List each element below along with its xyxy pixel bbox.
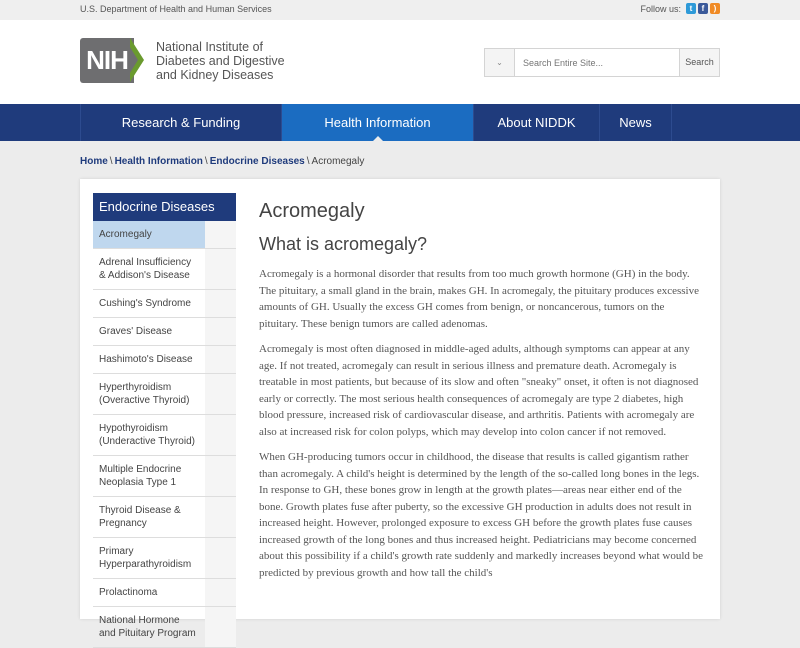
follow-us [640,3,720,14]
paragraph: When GH-producing tumors occur in childhood, the disease that results is called gigantism rather than acromegaly. A child's height is determined by the length of the so-called long bones in the legs. In response to GH, these bones grow in length at the growth plates—areas near either end of the bone. Growth plates fuse after puberty, so the excessive GH production in adults does not result in increased height. However, prolonged exposure to excess GH before the growth plates fuse causes increased growth of the long bones and thus increased height. Pediatricians may become concerned about this possibility if a child's growth rate suddenly and markedly increases beyond what would be predicted by previous growth and how tall the child's [259,451,704,579]
breadcrumb-endocrine-diseases[interactable]: Endocrine Diseases [209,156,305,167]
page-title: Acromegaly [259,200,365,222]
nav-research-funding[interactable]: Research & Funding [81,104,282,141]
sidebar-item-hyperthyroidism[interactable]: Hyperthyroidism (Overactive Thyroid) [93,374,236,415]
article [259,197,704,581]
twitter-icon[interactable]: t [686,3,696,14]
utility-bar [0,0,800,20]
sidebar-item-cushings-syndrome[interactable]: Cushing's Syndrome [93,290,236,318]
site-header [0,20,800,104]
sidebar-item-graves-disease[interactable]: Graves' Disease [93,318,236,346]
paragraph: Acromegaly is most often diagnosed in middle-aged adults, although symptoms can appear at any age. If not treated, acromegaly can result in serious illness and premature death. Acromegaly is treatable in most patients, but because of its slow and often "sneaky" onset, it often is not diagnosed early or correctly. The most serious health consequences of acromegaly are type 2 diabetes, high blood pressure, increased risk of cardiovascular disease, and arthritis. Patients with acromegaly are also at increased risk for colon polyps, which may develop into colon cancer if not removed. [259,343,699,438]
sidebar-item-national-hormone-program[interactable]: National Hormone and Pituitary Program [93,607,236,648]
nih-logo-mark: NIH [80,38,146,83]
sidebar-item-adrenal-insufficiency[interactable]: Adrenal Insufficiency & Addison's Disease [93,249,236,290]
agency-link[interactable]: U.S. Department of Health and Human Services [80,4,272,14]
main-nav [0,104,800,141]
nav-health-information[interactable]: Health Information [282,104,474,141]
sidebar-item-thyroid-pregnancy[interactable]: Thyroid Disease & Pregnancy [93,497,236,538]
paragraph: Acromegaly is a hormonal disorder that results from too much growth hormone (GH) in the body. The pituitary, a small gland in the brain, makes GH. In acromegaly, the pituitary produces excessive amounts of GH. Usually the excess GH comes from benign, or noncancerous, tumors on the pituitary. These benign tumors are called adenomas. [259,268,699,330]
sidebar-item-primary-hyperparathyroidism[interactable]: Primary Hyperparathyroidism [93,538,236,579]
nav-news[interactable]: News [600,104,672,141]
follow-us-label: Follow us: [640,3,681,14]
logo-text: National Institute of Diabetes and Digestive and Kidney Diseases [156,39,285,82]
sidebar-item-men1[interactable]: Multiple Endocrine Neoplasia Type 1 [93,456,236,497]
breadcrumb-health-information[interactable]: Health Information [114,156,203,167]
sidebar-item-acromegaly[interactable]: Acromegaly [93,221,236,249]
breadcrumb-current: Acromegaly [311,156,365,167]
sidebar-item-prolactinoma[interactable]: Prolactinoma [93,579,236,607]
facebook-icon[interactable]: f [698,3,708,14]
search-input[interactable] [515,49,679,76]
content-panel [80,179,720,639]
search-button[interactable]: Search [679,49,719,76]
rss-icon[interactable]: ) [710,3,720,14]
breadcrumb-home[interactable]: Home [80,156,108,167]
nav-about-niddk[interactable]: About NIDDK [474,104,600,141]
search-scope-dropdown[interactable]: ⌄ [485,49,515,76]
sidebar-title[interactable]: Endocrine Diseases [93,193,236,221]
sidebar-item-hypothyroidism[interactable]: Hypothyroidism (Underactive Thyroid) [93,415,236,456]
section-heading: What is acromegaly? [259,234,428,254]
sidebar-item-hashimotos-disease[interactable]: Hashimoto's Disease [93,346,236,374]
breadcrumb: Home \ Health Information \ Endocrine Diseases \ Acromegaly [80,156,365,167]
sidebar [93,193,236,648]
site-search [484,48,720,77]
niddk-logo[interactable] [80,38,285,83]
